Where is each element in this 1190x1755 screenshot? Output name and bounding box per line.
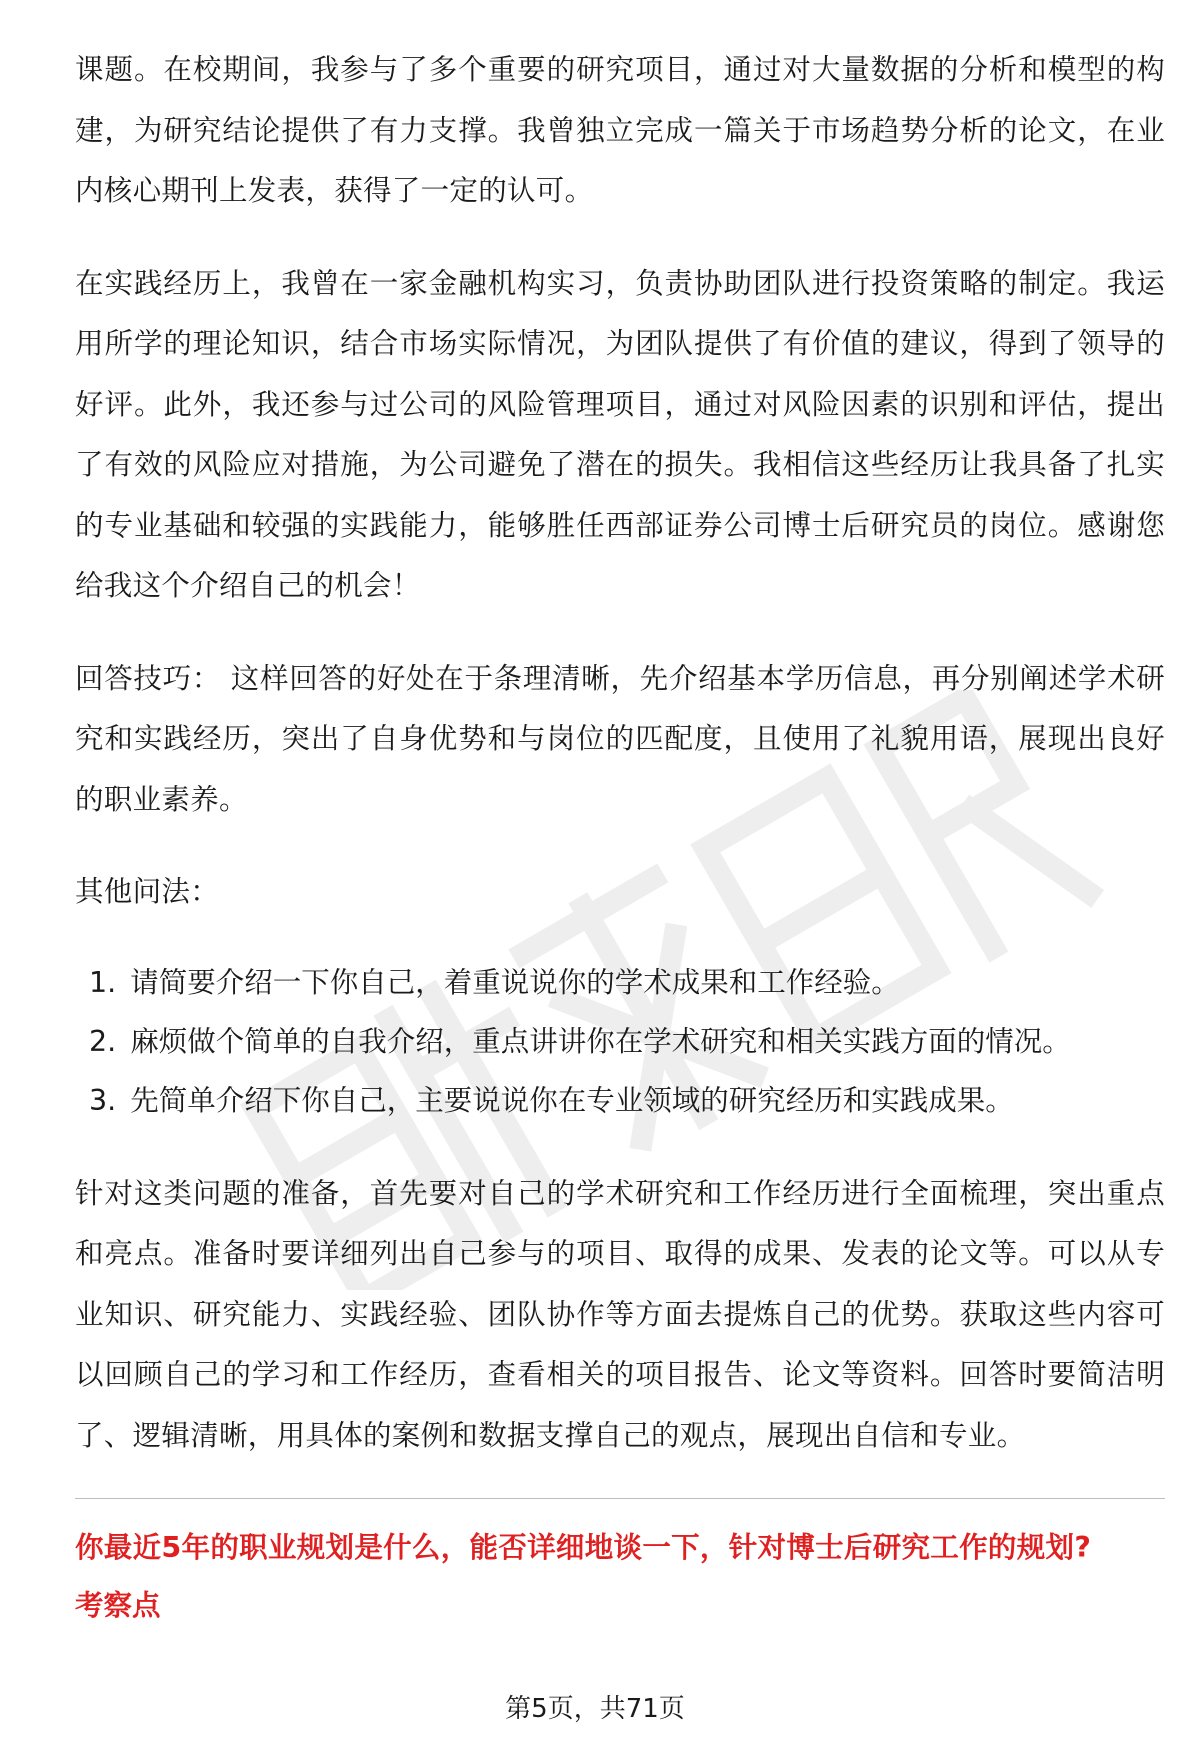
paragraph-preparation: 针对这类问题的准备，首先要对自己的学术研究和工作经历进行全面梳理，突出重点和亮点。准备时要详细列出自己参与的项目、取得的成果、发表的论文等。可以从专业知识、研究能力、实践经验、团队协作等方面去提炼自己的优势。获取这些内容可以回顾自己的学习和工作经历，查看相关的项目报告、论文等资料。回答时要简洁明了、逻辑清晰，用具体的案例和数据支撑自己的观点，展现出自信和专业。 (75, 1176, 1165, 1452)
list-item-text: 先简单介绍下你自己，主要说说你在专业领域的研究经历和实践成果。 (130, 1083, 1014, 1117)
alt-question-list (75, 953, 1165, 1130)
document-page (75, 40, 1165, 1635)
list-item (89, 1071, 1165, 1130)
section-divider (75, 1498, 1165, 1499)
paragraph-practice: 在实践经历上，我曾在一家金融机构实习，负责协助团队进行投资策略的制定。我运用所学的理论知识，结合市场实际情况，为团队提供了有价值的建议，得到了领导的好评。此外，我还参与过公司的风险管理项目，通过对风险因素的识别和评估，提出了有效的风险应对措施，为公司避免了潜在的损失。我相信这些经历让我具备了扎实的专业基础和较强的实践能力，能够胜任西部证券公司博士后研究员的岗位。感谢您给我这个介绍自己的机会！ (75, 266, 1165, 602)
paragraph-other-questions-heading: 其他问法： (75, 875, 220, 908)
examination-points-heading: 考察点 (75, 1589, 161, 1622)
list-item-number: 2. (89, 1024, 117, 1058)
list-item-number: 1. (89, 965, 117, 999)
list-item-text: 麻烦做个简单的自我介绍，重点讲讲你在学术研究和相关实践方面的情况。 (130, 1024, 1071, 1058)
paragraph-research: 课题。在校期间，我参与了多个重要的研究项目，通过对大量数据的分析和模型的构建，为研究结论提供了有力支撑。我曾独立完成一篇关于市场趋势分析的论文，在业内核心期刊上发表，获得了一定的认可。 (75, 53, 1165, 207)
paragraph-answer-tips: 回答技巧： 这样回答的好处在于条理清晰，先介绍基本学历信息，再分别阐述学术研究和实践经历，突出了自身优势和与岗位的匹配度，且使用了礼貌用语，展现出良好的职业素养。 (75, 661, 1165, 816)
page-number-footer: 第5页，共71页 (505, 1694, 685, 1724)
list-item (89, 1012, 1165, 1071)
list-item-text: 请简要介绍一下你自己，着重说说你的学术成果和工作经验。 (130, 965, 900, 999)
list-item (89, 953, 1165, 1012)
list-item-number: 3. (89, 1083, 117, 1117)
next-question-heading: 你最近5年的职业规划是什么，能否详细地谈一下，针对博士后研究工作的规划? (75, 1531, 1092, 1564)
